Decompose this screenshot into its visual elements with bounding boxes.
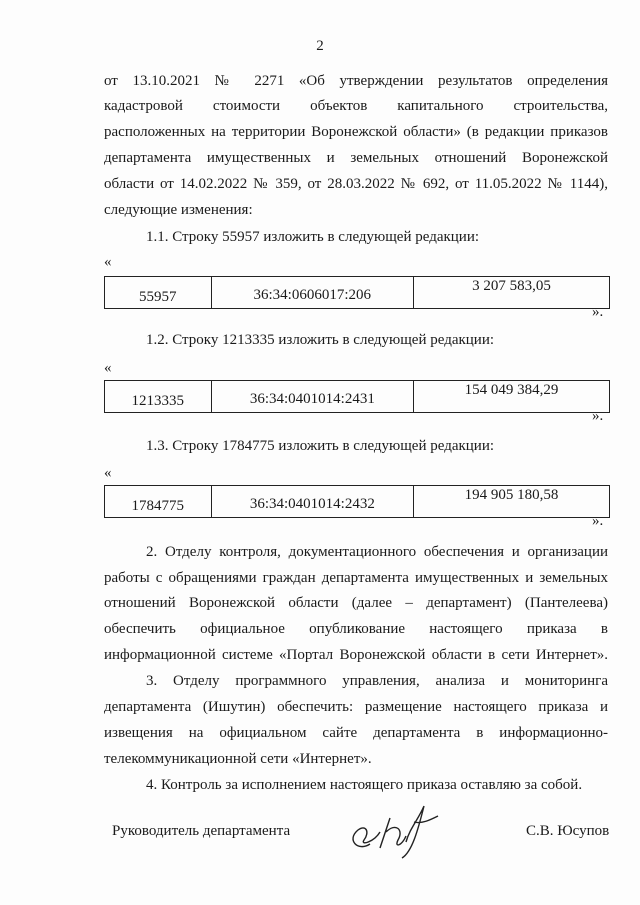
intro-line-5: области от 14.02.2022 № 359, от 28.03.2022 № 692, от 11.05.2022 № 1144),	[104, 176, 608, 192]
para3-line-3: извещения на официальном сайте департамента в информационно-	[104, 725, 608, 741]
item-2-heading: 1.2. Строку 1213335 изложить в следующей редакции:	[146, 332, 495, 348]
item-2-open-quote: «	[104, 360, 112, 376]
para4-line: 4. Контроль за исполнением настоящего приказа оставляю за собой.	[146, 777, 583, 793]
para2-line-4: обеспечить официальное опубликование настоящего приказа в	[104, 621, 608, 637]
para2-line-5: информационной системе «Портал Воронежской области в сети Интернет».	[104, 647, 608, 663]
table-row	[105, 486, 610, 518]
intro-line-6: следующие изменения:	[104, 202, 253, 218]
intro-line-3: расположенных на территории Воронежской области» (в редакции приказов	[104, 124, 608, 140]
table-row	[105, 277, 610, 309]
para2-line-3: отношений Воронежской области (далее – департамент) (Пантелеева)	[104, 595, 608, 611]
handwritten-signature	[340, 792, 450, 862]
cadastral-number-cell: 36:34:0401014:2432	[211, 486, 413, 518]
cadastral-value-cell: 194 905 180,58	[414, 486, 610, 518]
item-2-table	[104, 380, 610, 413]
signatory-title: Руководитель департамента	[112, 823, 291, 839]
signatory-name: С.В. Юсупов	[526, 823, 610, 839]
page-number: 2	[316, 38, 324, 54]
intro-line-4: департамента имущественных и земельных отношений Воронежской	[104, 150, 608, 166]
item-1-table	[104, 276, 610, 309]
item-3-close-quote: ».	[592, 513, 604, 529]
intro-line-1: от 13.10.2021 № 2271 «Об утверждении результатов определения	[104, 73, 608, 89]
item-3-open-quote: «	[104, 465, 112, 481]
row-number-cell: 55957	[105, 277, 212, 309]
item-1-close-quote: ».	[592, 304, 604, 320]
para3-line-1: 3. Отделу программного управления, анализа и мониторинга	[146, 673, 608, 689]
intro-line-2: кадастровой стоимости объектов капитального строительства,	[104, 98, 608, 114]
row-number-cell: 1784775	[105, 486, 212, 518]
cadastral-number-cell: 36:34:0401014:2431	[211, 381, 413, 413]
cadastral-value-cell: 3 207 583,05	[413, 277, 609, 309]
cadastral-number-cell: 36:34:0606017:206	[211, 277, 413, 309]
para2-line-1: 2. Отделу контроля, документационного обеспечения и организации	[146, 544, 608, 560]
cadastral-value-cell: 154 049 384,29	[414, 381, 610, 413]
para3-line-2: департамента (Ишутин) обеспечить: размещение настоящего приказа и	[104, 699, 608, 715]
item-1-heading: 1.1. Строку 55957 изложить в следующей редакции:	[146, 229, 480, 245]
para2-line-2: работы с обращениями граждан департамента имущественных и земельных	[104, 570, 608, 586]
table-row	[105, 381, 610, 413]
item-3-table	[104, 485, 610, 518]
item-3-heading: 1.3. Строку 1784775 изложить в следующей редакции:	[146, 438, 495, 454]
para3-line-4: телекоммуникационной сети «Интернет».	[104, 751, 372, 767]
item-2-close-quote: ».	[592, 408, 604, 424]
row-number-cell: 1213335	[105, 381, 212, 413]
item-1-open-quote: «	[104, 254, 112, 270]
